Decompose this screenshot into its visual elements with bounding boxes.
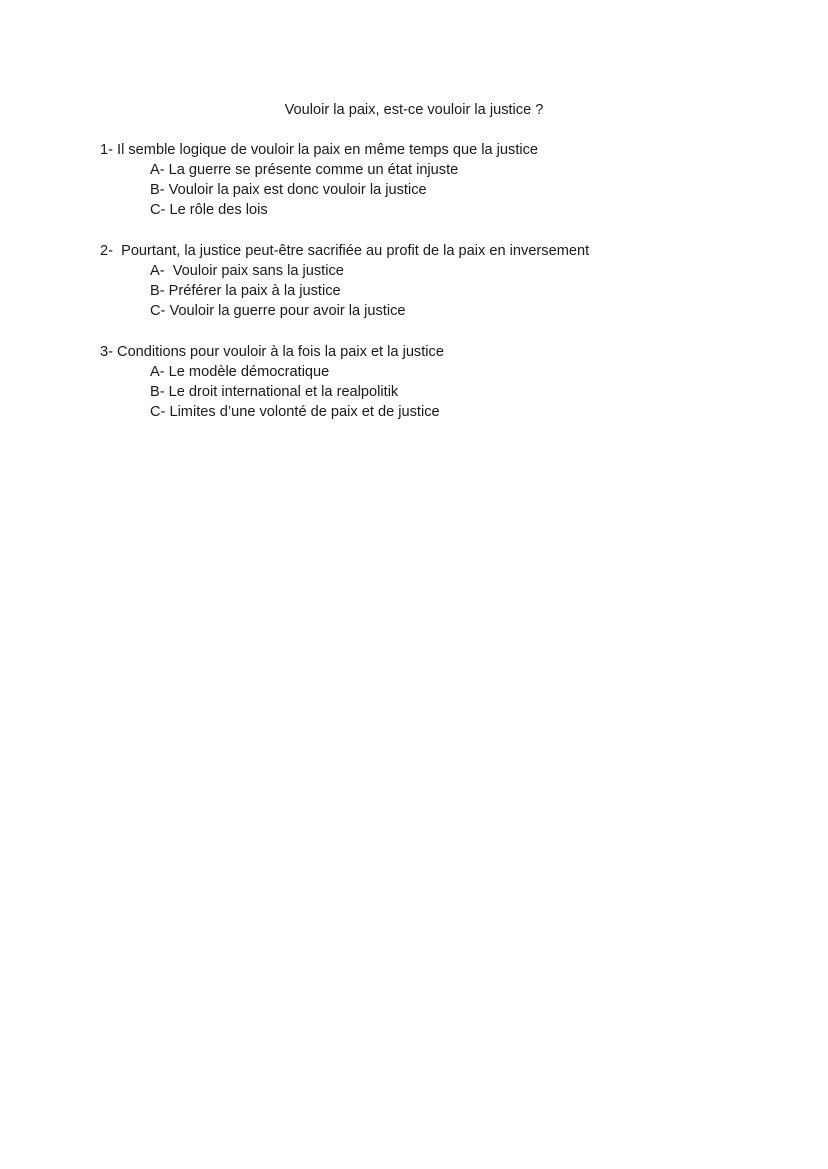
subsection-item: A- Le modèle démocratique — [150, 364, 330, 380]
subsection-item: B- Vouloir la paix est donc vouloir la justice — [150, 182, 427, 198]
subsection-item: C- Le rôle des lois — [150, 202, 268, 218]
subsection-item: A- La guerre se présente comme un état injuste — [150, 162, 459, 178]
subsection-item: B- Préférer la paix à la justice — [150, 283, 341, 299]
outline-section-3 — [100, 342, 800, 422]
subsection-item: B- Le droit international et la realpolitik — [150, 384, 399, 400]
outline-section-2 — [100, 241, 800, 321]
subsection-list — [100, 160, 800, 220]
subsection-item: A- Vouloir paix sans la justice — [150, 263, 344, 279]
section-heading: 2- Pourtant, la justice peut-être sacrifiée au profit de la paix en inversement — [100, 243, 590, 259]
subsection-item: C- Vouloir la guerre pour avoir la justice — [150, 303, 406, 319]
outline-section-1 — [100, 140, 800, 220]
section-heading: 3- Conditions pour vouloir à la fois la paix et la justice — [100, 344, 444, 360]
subsection-list — [100, 261, 800, 321]
subsection-item: C- Limites d’une volonté de paix et de justice — [150, 404, 440, 420]
section-heading: 1- Il semble logique de vouloir la paix en même temps que la justice — [100, 142, 539, 158]
subsection-list — [100, 362, 800, 422]
document-title: Vouloir la paix, est-ce vouloir la justice ? — [284, 102, 544, 118]
